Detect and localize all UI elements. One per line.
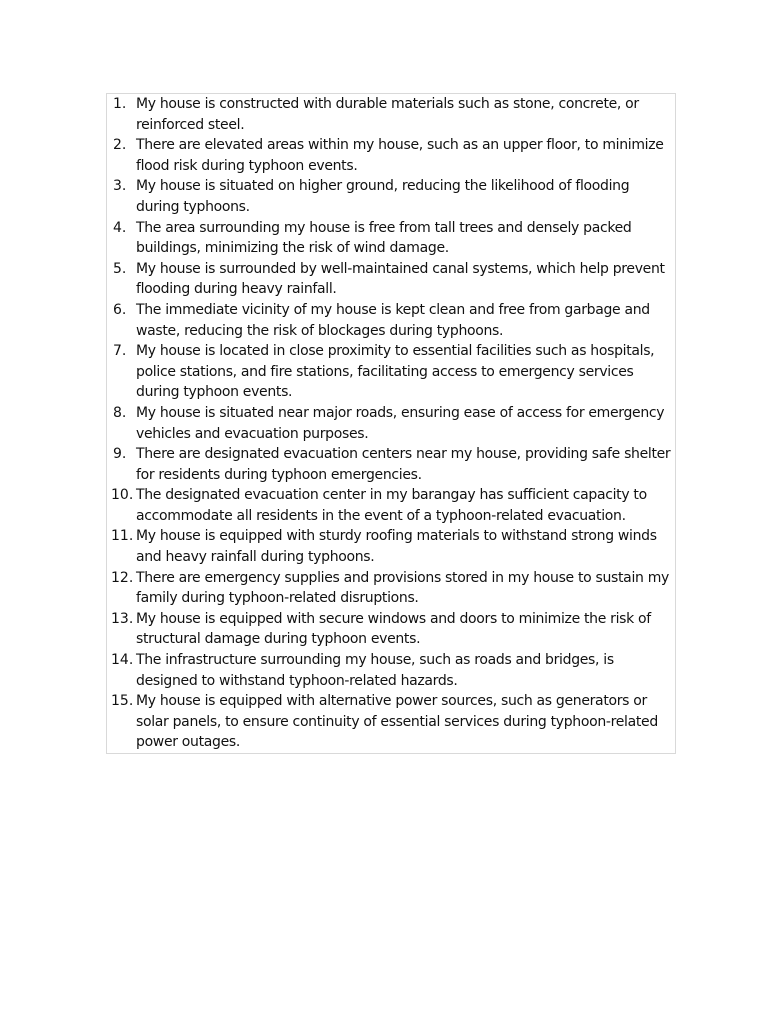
list-item <box>107 568 672 609</box>
item-text: There are elevated areas within my house, such as an upper floor, to minimize flood risk during typhoon events. <box>136 137 664 174</box>
list-item <box>107 94 672 135</box>
list-item <box>107 444 672 485</box>
item-number: 8. <box>113 404 127 421</box>
item-text: My house is constructed with durable materials such as stone, concrete, or reinforced steel. <box>136 96 639 133</box>
item-number: 7. <box>113 343 127 360</box>
list-item <box>107 218 672 259</box>
item-number: 1. <box>113 96 127 112</box>
item-number: 4. <box>113 219 127 236</box>
item-number: 9. <box>113 446 127 463</box>
list-item <box>107 609 672 650</box>
list-item <box>107 403 672 444</box>
item-text: The designated evacuation center in my barangay has sufficient capacity to accommodate all residents in the event of a typhoon-related evacuation. <box>136 487 647 524</box>
item-text: There are emergency supplies and provisions stored in my house to sustain my family during typhoon-related disruptions. <box>136 569 669 607</box>
item-number: 14. <box>111 652 134 669</box>
item-number: 6. <box>113 301 127 318</box>
item-text: My house is equipped with secure windows and doors to minimize the risk of structural damage during typhoon events. <box>136 610 651 648</box>
item-number: 11. <box>111 528 134 545</box>
list-item <box>107 526 672 567</box>
item-text: My house is situated near major roads, ensuring ease of access for emergency vehicles and evacuation purposes. <box>136 404 665 442</box>
item-text: There are designated evacuation centers near my house, providing safe shelter for residents during typhoon emergencies. <box>136 446 671 483</box>
list-item <box>107 691 672 753</box>
item-text: My house is surrounded by well-maintained canal systems, which help prevent flooding during heavy rainfall. <box>136 260 665 298</box>
item-number: 13. <box>111 610 134 627</box>
list-item <box>107 341 672 403</box>
statement-list-box <box>106 93 676 754</box>
list-item <box>107 650 672 691</box>
list-item <box>107 485 672 526</box>
item-text: The immediate vicinity of my house is kept clean and free from garbage and waste, reducing the risk of blockages during typhoons. <box>136 301 650 339</box>
item-number: 15. <box>111 693 134 710</box>
item-text: The infrastructure surrounding my house, such as roads and bridges, is designed to withstand typhoon-related hazards. <box>136 652 614 689</box>
item-text: My house is located in close proximity to essential facilities such as hospitals, police stations, and fire stations, facilitating access to emergency services during typhoon events. <box>136 343 655 401</box>
item-number: 3. <box>113 178 127 195</box>
item-text: My house is situated on higher ground, reducing the likelihood of flooding during typhoons. <box>136 178 630 215</box>
item-number: 5. <box>113 260 127 277</box>
list-item <box>107 300 672 341</box>
statement-list <box>107 94 672 753</box>
list-item <box>107 135 672 176</box>
item-text: The area surrounding my house is free from tall trees and densely packed buildings, minimizing the risk of wind damage. <box>136 219 632 257</box>
item-text: My house is equipped with sturdy roofing materials to withstand strong winds and heavy rainfall during typhoons. <box>136 528 657 566</box>
item-text: My house is equipped with alternative power sources, such as generators or solar panels, to ensure continuity of essential services during typhoon-related power outages. <box>136 693 658 751</box>
item-number: 10. <box>111 487 134 504</box>
item-number: 2. <box>113 137 127 154</box>
item-number: 12. <box>111 569 134 586</box>
list-item <box>107 259 672 300</box>
list-item <box>107 176 672 217</box>
